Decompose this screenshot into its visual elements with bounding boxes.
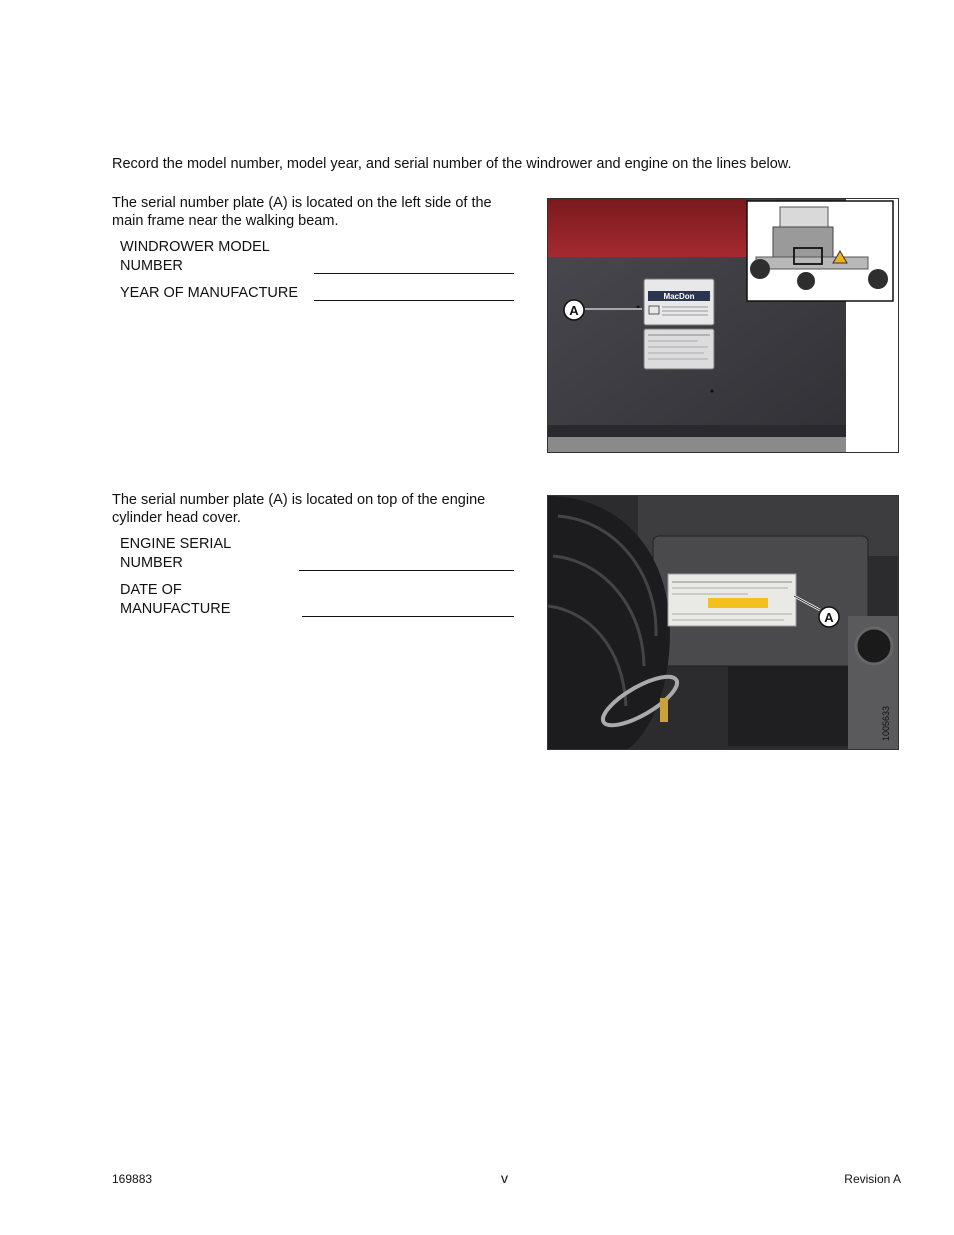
engine-serial-entry-line[interactable] [299,569,514,571]
revision-label: Revision A [844,1172,901,1186]
figure-id-text: 1005633 [881,705,891,741]
date-of-manufacture-row [120,581,514,619]
svg-text:A: A [569,303,579,318]
page-number: v [501,1170,508,1186]
windrower-plate-illustration [548,199,898,452]
engine-plate-photo [547,495,899,750]
intro-text: Record the model number, model year, and serial number of the windrower and engine on the lines below. [112,156,792,172]
windrower-model-entry-line[interactable] [314,272,514,274]
callout-a-engine [819,607,839,627]
windrower-inset-image [747,201,893,301]
engine-serial-row [120,535,514,573]
engine-description: The serial number plate (A) is located on top of the engine cylinder head cover. [112,492,486,526]
engine-serial-label [120,535,231,573]
engine-serial-plate [668,574,796,626]
date-of-manufacture-entry-line[interactable] [302,615,514,617]
windrower-model-label-line2: NUMBER [120,258,183,274]
engine-plate-illustration [548,496,898,749]
document-number: 169883 [112,1172,153,1186]
engine-serial-label-line2: NUMBER [120,555,183,571]
callout-a-windrower [564,300,584,320]
year-of-manufacture-row [120,284,514,303]
date-of-manufacture-label-line1: DATE OF [120,582,182,598]
windrower-model-label [120,238,270,276]
plate-brand-text: MacDon [663,292,695,301]
engine-section [112,491,514,627]
svg-text:A: A [824,610,834,625]
year-of-manufacture-entry-line[interactable] [314,299,514,301]
windrower-description: The serial number plate (A) is located on the left side of the main frame near the walking beam. [112,195,492,229]
serial-plate [644,279,714,369]
windrower-model-row [120,238,514,276]
windrower-section [112,194,514,311]
year-of-manufacture-label: YEAR OF MANUFACTURE [120,285,299,301]
windrower-model-label-line1: WINDROWER MODEL [120,239,270,255]
date-of-manufacture-label-line2: MANUFACTURE [120,601,231,617]
date-of-manufacture-label [120,581,230,619]
windrower-plate-photo [547,198,899,453]
red-frame-panel [548,199,748,257]
engine-serial-label-line1: ENGINE SERIAL [120,536,232,552]
